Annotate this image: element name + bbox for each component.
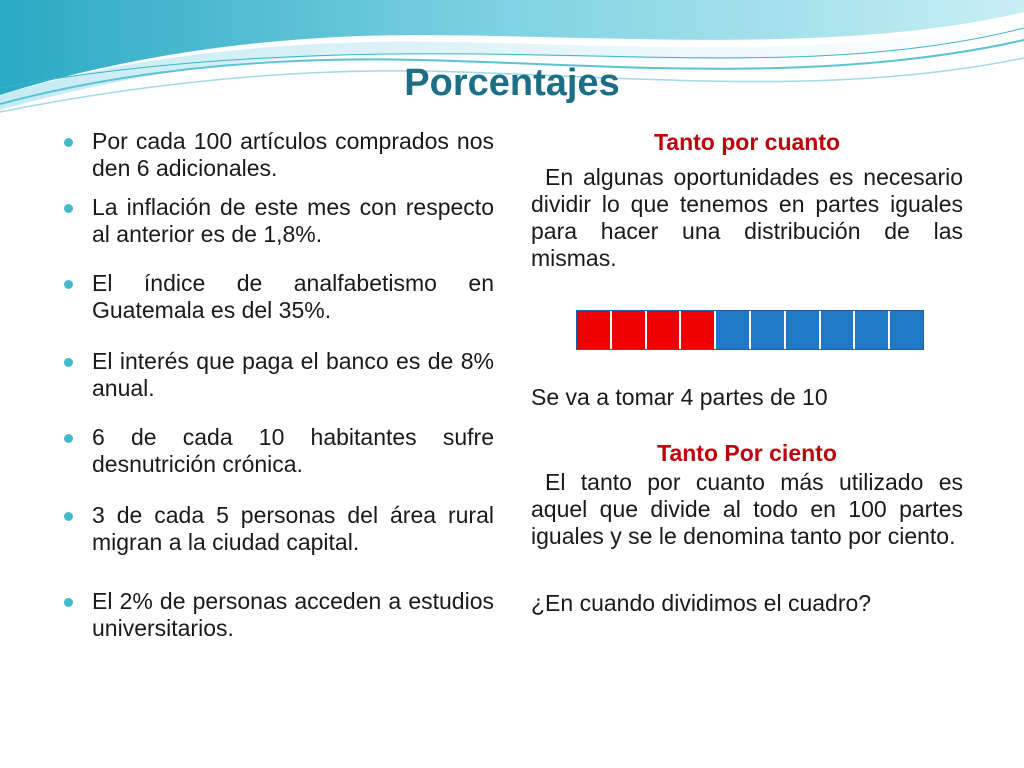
right-column [531,128,963,617]
grid-caption: Se va a tomar 4 partes de 10 [531,384,828,410]
bullet-icon [64,434,73,443]
fraction-grid [576,310,924,350]
list-item [62,128,494,182]
grid-cell [751,311,786,349]
bullet-text: 6 de cada 10 habitantes sufre desnutrición crónica. [92,424,494,477]
bullet-icon [64,512,73,521]
paragraph-tanto-por-ciento: El tanto por cuanto más utilizado es aquel que divide al todo en 100 partes iguales y se le denomina tanto por ciento. [531,469,963,549]
bullet-text: Por cada 100 artículos comprados nos den 6 adicionales. [92,128,494,181]
grid-cell [716,311,751,349]
bullet-text: 3 de cada 5 personas del área rural migran a la ciudad capital. [92,502,494,555]
heading-tanto-por-cuanto: Tanto por cuanto [653,129,841,155]
bullet-text: La inflación de este mes con respecto al anterior es de 1,8%. [92,194,494,247]
bullet-text: El índice de analfabetismo en Guatemala es del 35%. [92,270,494,323]
heading-tanto-por-ciento: Tanto Por ciento [657,440,837,466]
grid-cell [890,311,923,349]
grid-cell-selected [577,311,612,349]
question-text: ¿En cuando dividimos el cuadro? [531,590,872,616]
bullet-icon [64,138,73,147]
list-item [62,194,494,248]
list-item [62,424,494,478]
paragraph-tanto-por-cuanto: En algunas oportunidades es necesario dividir lo que tenemos en partes iguales para hacer una distribución de las mismas. [531,164,963,271]
bullet-icon [64,598,73,607]
list-item [62,502,494,556]
grid-cell-selected [681,311,716,349]
grid-cell [821,311,856,349]
grid-cell [855,311,890,349]
bullet-text: El 2% de personas acceden a estudios universitarios. [92,588,494,641]
bullet-icon [64,358,73,367]
left-bullet-list [62,128,494,642]
slide-title: Porcentajes [404,62,620,104]
list-item [62,270,494,324]
grid-cell [786,311,821,349]
list-item [62,348,494,402]
bullet-text: El interés que paga el banco es de 8% anual. [92,348,494,401]
grid-cell-selected [612,311,647,349]
list-item [62,588,494,642]
bullet-icon [64,280,73,289]
bullet-icon [64,204,73,213]
grid-cell-selected [647,311,682,349]
